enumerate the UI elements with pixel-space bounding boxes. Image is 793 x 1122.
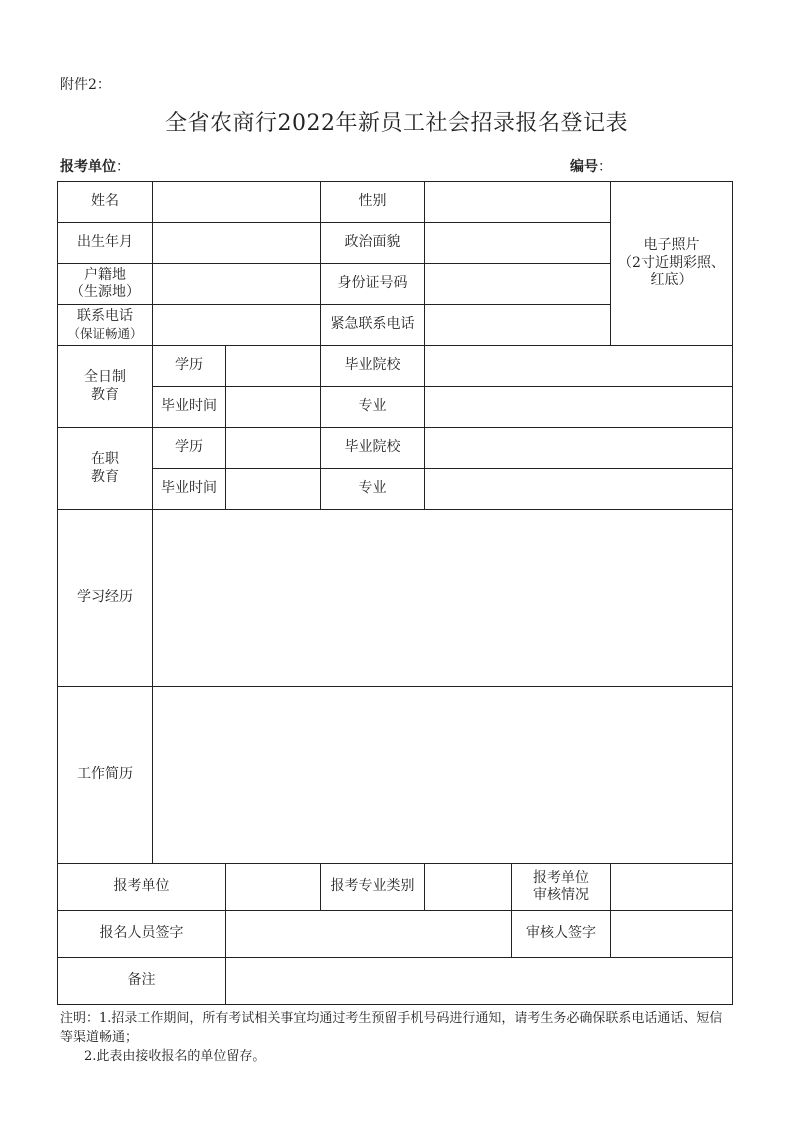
name-label: 姓名 xyxy=(58,182,153,223)
fulltime-degree-label: 学历 xyxy=(153,346,226,387)
remarks-field[interactable] xyxy=(226,958,733,1005)
parttime-edu-label-2: 教育 xyxy=(91,468,119,485)
unit-review-label-1: 报考单位 xyxy=(533,869,589,886)
emergency-phone-field[interactable] xyxy=(425,305,611,346)
reviewer-signature-field[interactable] xyxy=(611,911,733,958)
apply-major-category-label: 报考专业类别 xyxy=(321,864,425,911)
unit-review-label-2: 审核情况 xyxy=(533,887,589,903)
apply-major-category-field[interactable] xyxy=(425,864,512,911)
photo-label: 电子照片 xyxy=(643,237,700,254)
unit-header-colon: ： xyxy=(116,159,130,175)
phone-label-sub: （保证畅通） xyxy=(67,325,143,341)
note-1: 注明：1.招录工作期间，所有考试相关事宜均通过考生预留手机号码进行通知，请考生务必确保联系电话通话、短信等渠道畅通； xyxy=(60,1011,723,1045)
phone-label-main: 联系电话 xyxy=(77,308,133,325)
note-2: 2.此表由接收报名的单位留存。 xyxy=(84,1048,266,1064)
parttime-edu-label xyxy=(58,428,153,510)
parttime-degree-field[interactable] xyxy=(226,428,321,469)
unit-header-label: 报考单位 xyxy=(60,159,116,175)
parttime-edu-label-1: 在职 xyxy=(91,451,119,467)
birth-label: 出生年月 xyxy=(58,223,153,264)
number-header xyxy=(570,156,612,176)
fulltime-edu-label xyxy=(58,346,153,428)
apply-unit-label: 报考单位 xyxy=(58,864,226,911)
birth-field[interactable] xyxy=(153,223,321,264)
parttime-gradtime-field[interactable] xyxy=(226,469,321,510)
political-field[interactable] xyxy=(425,223,611,264)
political-label: 政治面貌 xyxy=(321,223,425,264)
fulltime-gradtime-field[interactable] xyxy=(226,387,321,428)
photo-spec-2: 红底） xyxy=(650,272,693,289)
fulltime-gradtime-label: 毕业时间 xyxy=(153,387,226,428)
notes xyxy=(60,1010,732,1067)
parttime-school-field[interactable] xyxy=(425,428,733,469)
gender-label: 性别 xyxy=(321,182,425,223)
unit-review-label xyxy=(512,864,611,911)
hukou-label-main: 户籍地 xyxy=(84,266,126,283)
study-history-label: 学习经历 xyxy=(58,510,153,687)
name-field[interactable] xyxy=(153,182,321,223)
phone-field[interactable] xyxy=(153,305,321,346)
parttime-gradtime-label: 毕业时间 xyxy=(153,469,226,510)
work-history-label: 工作简历 xyxy=(58,687,153,864)
number-header-colon: ： xyxy=(598,159,612,175)
number-header-label: 编号 xyxy=(570,159,598,175)
fulltime-edu-label-2: 教育 xyxy=(91,386,119,403)
apply-unit-field[interactable] xyxy=(226,864,321,911)
hukou-label xyxy=(58,264,153,305)
id-number-label: 身份证号码 xyxy=(321,264,425,305)
fulltime-school-field[interactable] xyxy=(425,346,733,387)
fulltime-edu-label-1: 全日制 xyxy=(84,369,126,385)
id-number-field[interactable] xyxy=(425,264,611,305)
remarks-label: 备注 xyxy=(58,958,226,1005)
hukou-label-sub: （生源地） xyxy=(70,284,140,300)
form-title: 全省农商行2022年新员工社会招录报名登记表 xyxy=(165,111,628,136)
unit-review-field[interactable] xyxy=(611,864,733,911)
fulltime-degree-field[interactable] xyxy=(226,346,321,387)
registration-form-table xyxy=(57,181,733,1005)
parttime-major-field[interactable] xyxy=(425,469,733,510)
fulltime-major-field[interactable] xyxy=(425,387,733,428)
work-history-field[interactable] xyxy=(153,687,733,864)
parttime-school-label: 毕业院校 xyxy=(321,428,425,469)
applicant-signature-label: 报名人员签字 xyxy=(58,911,226,958)
photo-spec: （2寸近期彩照、 xyxy=(618,254,725,271)
reviewer-signature-label: 审核人签字 xyxy=(512,911,611,958)
applicant-signature-field[interactable] xyxy=(226,911,512,958)
photo-box[interactable] xyxy=(611,182,733,346)
attachment-label: 附件2： xyxy=(60,77,111,93)
study-history-field[interactable] xyxy=(153,510,733,687)
phone-label xyxy=(58,305,153,346)
unit-header xyxy=(60,156,130,176)
hukou-field[interactable] xyxy=(153,264,321,305)
fulltime-major-label: 专业 xyxy=(321,387,425,428)
gender-field[interactable] xyxy=(425,182,611,223)
parttime-degree-label: 学历 xyxy=(153,428,226,469)
emergency-phone-label: 紧急联系电话 xyxy=(321,305,425,346)
parttime-major-label: 专业 xyxy=(321,469,425,510)
fulltime-school-label: 毕业院校 xyxy=(321,346,425,387)
